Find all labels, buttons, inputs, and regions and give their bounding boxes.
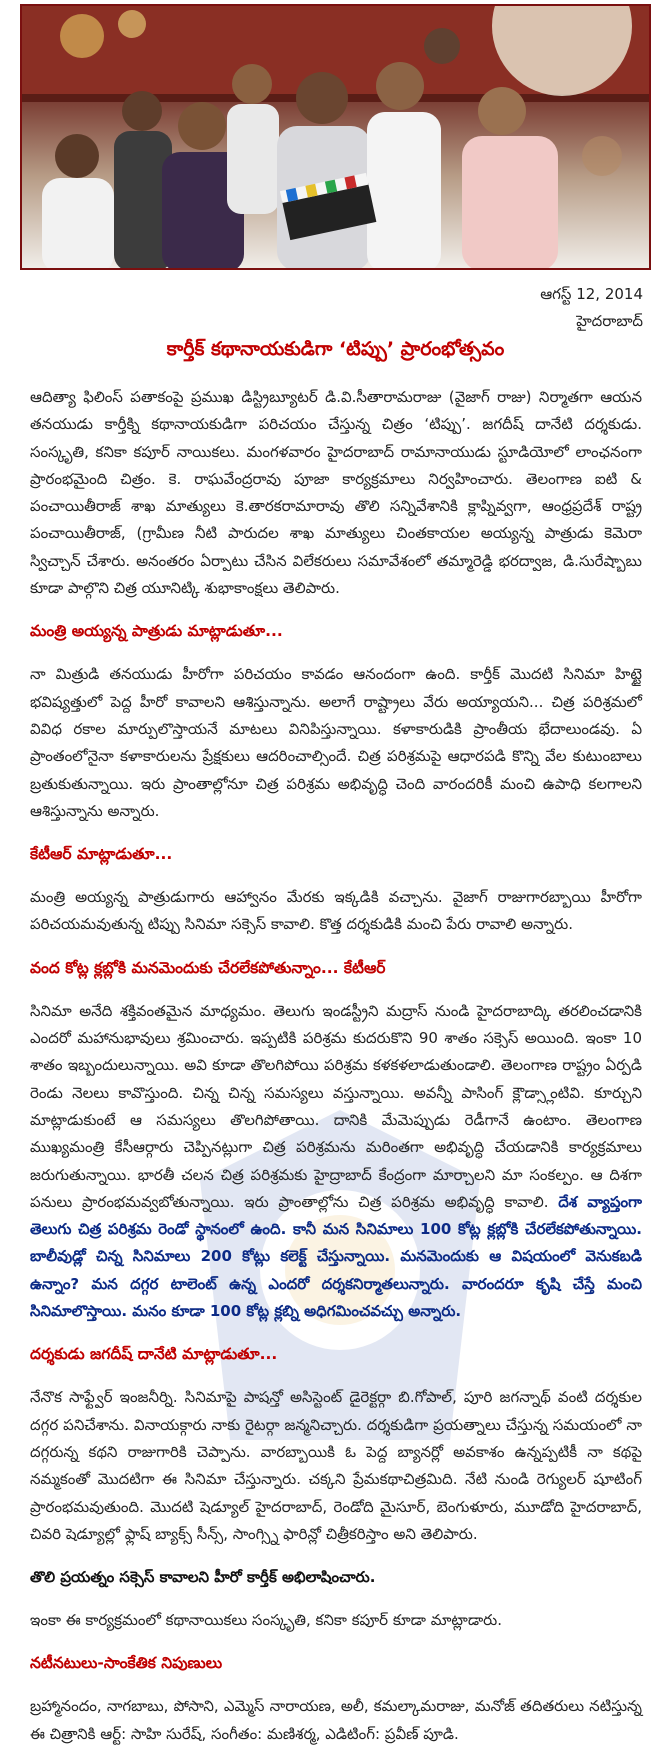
article-headline: కార్తీక్ కథానాయకుడిగా ‘టిప్పు’ ప్రారంభోత్సవం: [166, 338, 505, 360]
ktr-100-crore-text: సినిమా అనేది శక్తివంతమైన మాధ్యమం. తెలుగు ఇండస్ట్రీని మద్రాస్ నుండి హైదరాబాద్కి తరలించడానికి ఎందరో మహానుభావులు శ్రమించారు. ఇప్పటికి పరిశ్రమ కుదరుకొని 90 శాతం సక్సెస్ అయింది. ఇంకా 10 శాతం ఇబ్బందులున్నాయి. అవి కూడా తొలగిపోయి పరిశ్రమ కళకళలాడుతుండాలి. తెలంగాణ రాష్ట్రం ఏర్పడి రెండు నెలలు కావొస్తుంది. చిన్న చిన్న సమస్యలు వస్తున్నాయి. అవన్నీ పాసింగ్ క్లౌడ్స్లాంటివి. కూర్చుని మాట్లాడుకుంటే ఆ సమస్యలు తొలగిపోతాయి. దానికి మేమెప్పుడు రెడీగానే ఉంటాం. తెలంగాణ ముఖ్యమంత్రి కేసీఆర్గారు చెప్పినట్లుగా చిత్ర పరిశ్రమను మరింతగా అభివృద్ధి చేయడానికి కార్యక్రమాలు జరుగుతున్నాయి. భారతీ చలన చిత్ర పరిశ్రమకు హైద్రాబాద్ కేంద్రంగా మార్చాలని మా సంకల్పం. ఆ దిశగా పనులు ప్రారంభమవ్వబోతున్నాయి. ఇరు ప్రాంతాల్లోను చిత్ర పరిశ్రమ అభివృద్ధి కావాలి.: [30, 1001, 642, 1211]
section-heading-ktr: కేటీఆర్ మాట్లాడుతూ...: [30, 845, 173, 864]
event-photo-illustration: [22, 6, 649, 268]
dateline: [540, 281, 643, 335]
ktr-100-crore-speech: [30, 998, 642, 1326]
minister-speech: నా మిత్రుడి తనయుడు హీరోగా పరిచయం కావడం ఆనందంగా ఉంది. కార్తీక్ మొదటి సినిమా హిట్టై భవిష్యత్తులో పెద్ద హీరో కావాలని ఆశిస్తున్నాను. అలాగే రాష్ట్రాలు వేరు అయ్యాయని... చిత్ర పరిశ్రమలో వివిధ రకాల మార్పులొస్తాయనే మాటలు వినిపిస్తున్నాయి. కళాకారుడికి ప్రాంతీయ భేదాలుండవు. ఏ ప్రాంతంలోనైనా కళాకారులను ప్రేక్షకులు ఆదరించాల్సిందే. చిత్ర పరిశ్రమపై ఆధారపడి కొన్ని వేల కుటుంబాలు బ్రతుకుతున్నాయి. ఇరు ప్రాంతాల్లోనూ చిత్ర పరిశ్రమ అభివృద్ధి చెంది వారందరికీ మంచి ఉపాధి కలగాలని ఆశిస్తున్నాను అన్నారు.: [30, 665, 642, 820]
ktr-speech: మంత్రి అయ్యన్న పాత్రుడుగారు ఆహ్వానం మేరకు ఇక్కడికి వచ్చాను. వైజాగ్ రాజుగారబ్బాయి హీరోగా పరిచయమవుతున్న టిప్పు సినిమా సక్సెస్ కావాలి. కొత్త దర్శకుడికి మంచి పేరు రావాలి అన్నారు.: [30, 888, 642, 934]
hero-statement: తొలి ప్రయత్నం సక్సెస్ కావాలని హీరో కార్తీక్ అభిలాషించారు.: [30, 1568, 376, 1587]
ktr-100-crore-emphasis: దేశ వ్యాప్తంగా తెలుగు చిత్ర పరిశ్రమ రెండో స్థానంలో ఉంది. కానీ మన సినిమాలు 100 కోట్ల క్లబ్లోకి చేరలేకపోతున్నాయి. బాలీవుడ్లో చిన్న సినిమాలు 200 కోట్లు కలెక్ట్ చేస్తున్నాయి. మనమెందుకు ఆ విషయంలో వెనుకబడి ఉన్నాం? మన దగ్గర టాలెంట్ ఉన్న ఎందరో దర్శకనిర్మాతలున్నారు. వారందరూ కృషి చేస్తే మంచి సినిమాలొస్తాయి. మనం కూడా 100 కోట్ల క్లబ్ని అధిగమించవచ్చు అన్నారు.: [30, 1192, 642, 1321]
article-place: హైదరాబాద్: [576, 312, 643, 330]
section-heading-director: దర్శకుడు జగదీష్ దానేటి మాట్లాడుతూ...: [30, 1345, 278, 1364]
cast-crew-paragraph: బ్రహ్మానందం, నాగబాబు, పోసాని, ఎమ్మెస్ నారాయణ, అలీ, కమల్కామరాజు, మనోజ్ తదితరులు నటిస్తున్న ఈ చిత్రానికి ఆర్ట్: సాహి సురేష్, సంగీతం: మణిశర్మ, ఎడిటింగ్: ప్రవీణ్ పూడి.: [30, 1697, 642, 1743]
article-date: ఆగస్ట్ 12, 2014: [540, 285, 643, 303]
director-speech: నేనొక సాఫ్ట్వేర్ ఇంజనీర్ని. సినిమాపై పాషన్తో అసిస్టెంట్ డైరెక్టర్గా బి.గోపాల్, పూరి జగన్నాథ్ వంటి దర్శకుల దగ్గర పనిచేశాను. వినాయక్గారు నాకు రైటర్గా జన్మనిచ్చారు. దర్శకుడిగా ప్రయత్నాలు చేస్తున్న సమయంలో నా దగ్గరున్న కథని రాజుగారికి చెప్పాను. వారబ్బాయికి ఓ పెద్ద బ్యానర్లో అవకాశం ఉన్నప్పటికీ నా కథపై నమ్మకంతో మొదటిగా ఈ సినిమా చేస్తున్నారు. చక్కని ప్రేమకథాచిత్రమిది. నేటి నుండి రెగ్యులర్ షూటింగ్ ప్రారంభమవుతుంది. మొదటి షెడ్యూల్ హైదరాబాద్, రెండోది మైసూర్, బెంగుళూరు, మూడోది హైదరాబాద్, చివరి షెడ్యూల్లో ఫ్లాష్ బ్యాక్స్ సీన్స్, సాంగ్స్ని ఫారిన్లో చిత్రీకరిస్తాం అని తెలిపారు.: [30, 1388, 642, 1543]
article-body: [30, 384, 642, 1748]
section-heading-100-crore: వంద కోట్ల క్లబ్లోకి మనమెందుకు చేరలేకపోతున్నాం... కేటీఆర్: [30, 958, 386, 977]
section-heading-minister: మంత్రి అయ్యన్న పాత్రుడు మాట్లాడుతూ...: [30, 622, 283, 641]
closing-paragraph: ఇంకా ఈ కార్యక్రమంలో కథానాయికలు సంస్కృతి, కనికా కపూర్ కూడా మాట్లాడారు.: [30, 1611, 502, 1630]
intro-paragraph: ఆదిత్యా ఫిలింస్ పతాకంపై ప్రముఖ డిస్ట్రిబ్యూటర్ డి.వి.సీతారామరాజు (వైజాగ్ రాజు) నిర్మాతగా ఆయన తనయుడు కార్తీక్ని కథానాయకుడిగా పరిచయం చేస్తున్న చిత్రం ‘టిప్పు’. జగదీష్ దానేటి దర్శకుడు. సంస్కృతి, కనికా కపూర్ నాయికలు. మంగళవారం హైదరాబాద్ రామానాయుడు స్టూడియోలో లాంఛనంగా ప్రారంభమైంది చిత్రం. కె. రాఘవేంద్రరావు పూజా కార్యక్రమాలు నిర్వహించారు. తెలంగాణ ఐటి & పంచాయితీరాజ్ శాఖ మాత్యులు కె.తారకరామారావు తొలి సన్నివేశానికి క్లాప్నివ్వగా, ఆంధ్రప్రదేశ్ రాష్ట్ర పంచాయితీరాజ్, (గ్రామీణ నీటి పారుదల శాఖ మాత్యులు చింతకాయల అయ్యన్న పాత్రుడు కెమెరా స్విచ్చాన్ చేశారు. అనంతరం ఏర్పాటు చేసిన విలేకరులు సమావేశంలో తమ్మారెడ్డి భరద్వాజ, డి.సురేష్బాబు కూడా పాల్గొని చిత్ర యూనిట్కి శుభాకాంక్షలు తెలిపారు.: [30, 388, 642, 598]
event-photo: [20, 4, 651, 270]
section-heading-cast-crew: నటీనటులు-సాంకేతిక నిపుణులు: [30, 1654, 223, 1673]
